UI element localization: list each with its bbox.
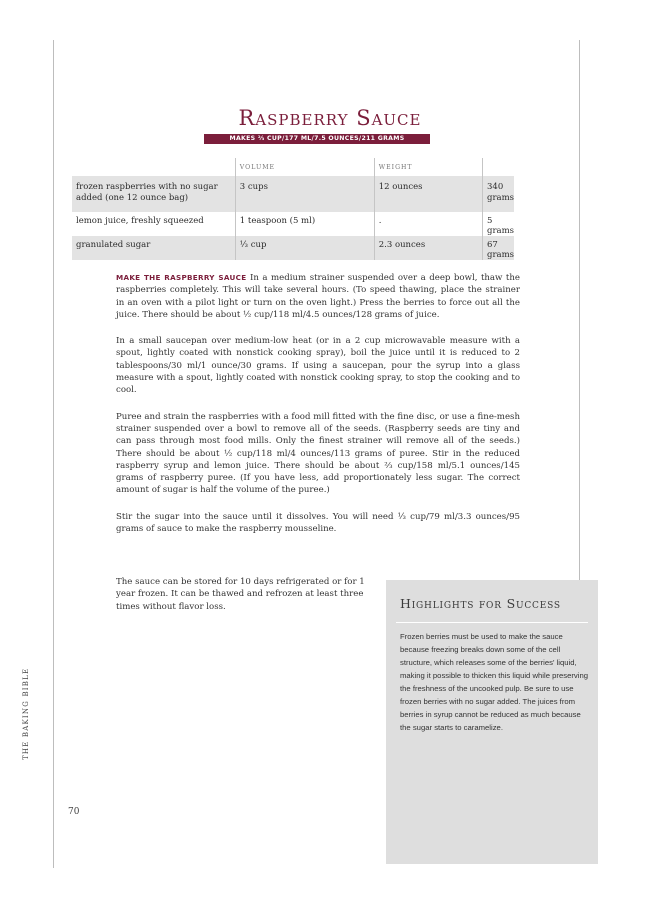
header-volume: VOLUME bbox=[235, 158, 374, 176]
ingredient-weight: . bbox=[374, 212, 482, 236]
recipe-title: Raspberry Sauce bbox=[238, 106, 422, 130]
table-row bbox=[72, 212, 514, 236]
method-paragraph-5: The sauce can be stored for 10 days refrigerated or for 1 year frozen. It can be thawed and refrozen at least three times without flavor loss. bbox=[116, 577, 365, 612]
highlights-text: Frozen berries must be used to make the sauce because freezing breaks down some of the cell structure, which releases some of the berries' liquid, making it possible to thicken this liquid while preserving the freshness of the uncooked pulp. Be sure to use frozen berries with no sugar added. The juices from berries in syrup cannot be reduced as much because the sugar starts to caramelize. bbox=[400, 632, 589, 732]
ingredient-grams: 67 grams bbox=[483, 236, 514, 260]
ingredient-volume: 3 cups bbox=[235, 176, 374, 212]
ingredient-grams: 5 grams bbox=[483, 212, 514, 236]
page-number: 70 bbox=[68, 807, 80, 817]
method-paragraph-4: Stir the sugar into the sauce until it dissolves. You will need ⅓ cup/79 ml/3.3 ounces/95 grams of sauce to make the raspberry mousseline. bbox=[116, 511, 520, 535]
table-row bbox=[72, 176, 514, 212]
method-paragraph-3: Puree and strain the raspberries with a food mill fitted with the fine disc, or use a fine-mesh strainer suspended over a bowl to remove all of the seeds. (Raspberry seeds are tiny and can pass through most food mills. Only the finest strainer will remove all of the seeds.) There should be about ½ cup/118 ml/4 ounces/113 grams of puree. Stir in the reduced raspberry syrup and lemon juice. There should be about ⅔ cup/158 ml/5.1 ounces/145 grams of raspberry puree. (If you have less, add proportionately less sugar. The correct amount of sugar is half the volume of the puree.) bbox=[116, 411, 520, 496]
running-head: THE BAKING BIBLE bbox=[22, 667, 30, 760]
left-margin-rule bbox=[53, 40, 54, 868]
method-lead: MAKE THE RASPBERRY SAUCE bbox=[116, 273, 247, 282]
header-ingredient bbox=[72, 158, 235, 176]
ingredient-name: frozen raspberries with no sugar added (one 12 ounce bag) bbox=[72, 176, 235, 212]
ingredient-weight: 12 ounces bbox=[374, 176, 482, 212]
highlights-divider bbox=[396, 622, 588, 623]
right-margin-rule bbox=[579, 40, 580, 580]
method-paragraph-1-text: In a medium strainer suspended over a deep bowl, thaw the raspberries completely. This will take several hours. (To speed thawing, place the strainer in an oven with a pilot light or turn on the oven light.) Press the berries to force out all the juice. There should be about ½ cup/118 ml/4.5 ounces/128 grams of juice. bbox=[116, 273, 520, 320]
table-header-row bbox=[72, 158, 514, 176]
method-paragraph-1 bbox=[116, 272, 520, 321]
table-row bbox=[72, 236, 514, 260]
recipe-yield-banner: MAKES ⅔ CUP/177 ML/7.5 OUNCES/211 GRAMS bbox=[204, 134, 430, 144]
ingredients-table bbox=[72, 158, 514, 260]
ingredient-grams: 340 grams bbox=[483, 176, 514, 212]
header-metric bbox=[483, 158, 514, 176]
method-paragraph-2: In a small saucepan over medium-low heat (or in a 2 cup microwavable measure with a spout, lightly coated with nonstick cooking spray), boil the juice until it is reduced to 2 tablespoons/30 ml/1 ounce/30 grams. If using a saucepan, pour the syrup into a glass measure with a spout, lightly coated with nonstick cooking spray, to stop the cooking and to cool. bbox=[116, 336, 520, 396]
method-text bbox=[116, 272, 520, 549]
ingredient-name: lemon juice, freshly squeezed bbox=[76, 216, 204, 226]
highlights-title: Highlights for Success bbox=[400, 596, 561, 611]
highlights-panel bbox=[386, 580, 598, 864]
header-weight: WEIGHT bbox=[374, 158, 482, 176]
ingredient-volume: ⅓ cup bbox=[235, 236, 374, 260]
ingredient-name: granulated sugar bbox=[72, 236, 235, 260]
ingredient-weight: 2.3 ounces bbox=[374, 236, 482, 260]
ingredient-volume: 1 teaspoon (5 ml) bbox=[235, 212, 374, 236]
